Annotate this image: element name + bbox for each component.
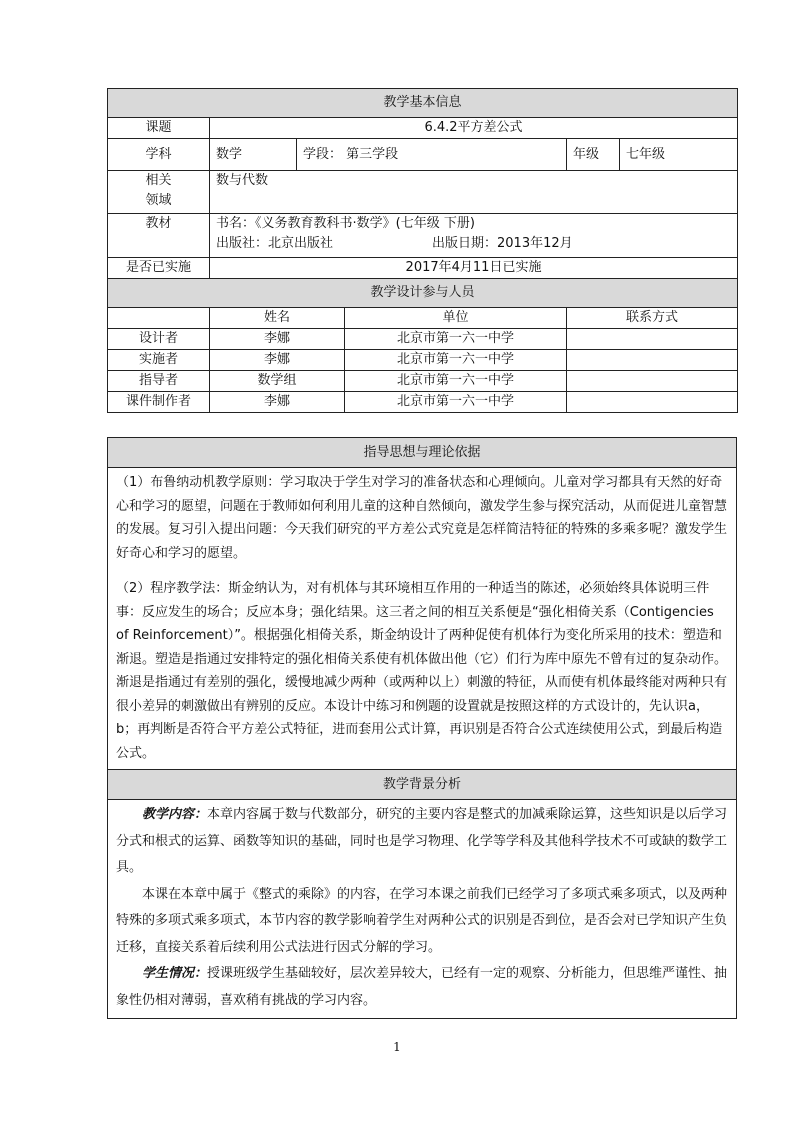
table-row	[108, 371, 738, 392]
participant-contact	[567, 350, 738, 371]
participant-unit: 北京市第一六一中学	[345, 329, 567, 350]
participant-role: 实施者	[108, 350, 210, 371]
background-chapter-paragraph: 本课在本章中属于《整式的乘除》的内容，在学习本课之前我们已经学习了多项式乘多项式，以及两种特殊的多项式乘多项式，本节内容的教学影响着学生对两种公式的识别是否到位，是否会对已学知识产生负迁移，直接关系着后续利用公式法进行因式分解的学习。	[116, 886, 728, 955]
participant-contact	[567, 371, 738, 392]
background-students-paragraph	[116, 961, 730, 1014]
textbook-publisher-line	[216, 234, 731, 254]
stage-cell	[297, 139, 567, 171]
background-body	[108, 800, 737, 1019]
participant-contact	[567, 392, 738, 413]
participants-header: 教学设计参与人员	[108, 279, 738, 308]
participants-col-unit: 单位	[345, 308, 567, 329]
guidance-body	[108, 468, 737, 770]
guidance-paragraph-1: （1）布鲁纳动机教学原则：学习取决于学生对学习的准备状态和心理倾向。儿童对学习都具有天然的好奇心和学习的愿望，问题在于教师如何利用儿童的这种自然倾向，激发学生参与探究活动，从而促进儿童智慧的发展。复习引入提出问题：今天我们研究的平方差公式究竟是怎样简洁特征的特殊的多乘多呢？激发学生好奇心和学习的愿望。	[116, 475, 728, 561]
analysis-table	[107, 437, 737, 1019]
subject-value: 数学	[210, 139, 297, 171]
topic-value: 6.4.2平方差公式	[210, 118, 738, 139]
publish-date: 出版日期：2013年12月	[432, 236, 573, 251]
grade-label: 年级	[567, 139, 620, 171]
implemented-label: 是否已实施	[108, 258, 210, 279]
domain-label	[108, 171, 210, 214]
background-content-paragraph	[116, 802, 730, 882]
participant-role: 设计者	[108, 329, 210, 350]
content-text: 本章内容属于数与代数部分，研究的主要内容是整式的加减乘除运算，这些知识是以后学习分式和根式的运算、函数等知识的基础，同时也是学习物理、化学等学科及其他科学技术不可或缺的数学工具。	[116, 807, 728, 875]
participants-col-contact: 联系方式	[567, 308, 738, 329]
participant-role: 指导者	[108, 371, 210, 392]
participant-name: 李娜	[210, 392, 345, 413]
textbook-info	[210, 214, 738, 258]
stage-label: 学段：	[303, 146, 343, 162]
table-row	[108, 350, 738, 371]
stage-value: 第三学段	[346, 146, 399, 162]
subject-label: 学科	[108, 139, 210, 171]
participant-name: 李娜	[210, 350, 345, 371]
textbook-name: 书名：《义务教育教科书·数学》(七年级 下册)	[216, 216, 475, 231]
participant-unit: 北京市第一六一中学	[345, 392, 567, 413]
participant-role: 课件制作者	[108, 392, 210, 413]
participant-unit: 北京市第一六一中学	[345, 350, 567, 371]
page-number: 1	[393, 1040, 401, 1054]
grade-value: 七年级	[620, 139, 738, 171]
students-label: 学生情况：	[142, 966, 208, 981]
participant-contact	[567, 329, 738, 350]
guidance-header: 指导思想与理论依据	[108, 438, 737, 468]
table-row	[108, 329, 738, 350]
students-text: 授课班级学生基础较好，层次差异较大，已经有一定的观察、分析能力，但思维严谨性、抽象性仍相对薄弱，喜欢稍有挑战的学习内容。	[116, 966, 728, 1008]
participant-name: 李娜	[210, 329, 345, 350]
textbook-label: 教材	[108, 214, 210, 258]
domain-value: 数与代数	[210, 171, 738, 214]
domain-label-line1: 相关	[145, 173, 172, 188]
table-row	[108, 392, 738, 413]
content-label: 教学内容：	[142, 807, 208, 822]
topic-label: 课题	[108, 118, 210, 139]
participant-name: 数学组	[210, 371, 345, 392]
domain-label-line2: 领域	[145, 193, 172, 208]
participants-col-name: 姓名	[210, 308, 345, 329]
participants-col-role	[108, 308, 210, 329]
basic-info-table	[107, 88, 738, 413]
basic-info-header: 教学基本信息	[108, 89, 738, 118]
guidance-paragraph-2: （2）程序教学法：斯金纳认为，对有机体与其环境相互作用的一种适当的陈述，必须始终具体说明三件事：反应发生的场合；反应本身；强化结果。这三者之间的相互关系便是“强化相倚关系（Contigencies of Reinforcement）”。根据强化相倚关系，斯金纳设计了两种促使有机体行为变化所采用的技术：塑造和渐退。塑造是指通过安排特定的强化相倚关系使有机体做出他（它）们行为库中原先不曾有过的复杂动作。渐退是指通过有差别的强化，缓慢地减少两种（或两种以上）刺激的特征，从而使有机体最终能对两种只有很小差异的刺激做出有辨别的反应。本设计中练习和例题的设置就是按照这样的方式设计的，先认识a，b；再判断是否符合平方差公式特征，进而套用公式计算，再识别是否符合公式连续使用公式，到最后构造公式。	[116, 581, 728, 761]
publisher: 出版社：北京出版社	[216, 236, 334, 251]
participant-unit: 北京市第一六一中学	[345, 371, 567, 392]
background-header: 教学背景分析	[108, 770, 737, 800]
implemented-value: 2017年4月11日已实施	[210, 258, 738, 279]
